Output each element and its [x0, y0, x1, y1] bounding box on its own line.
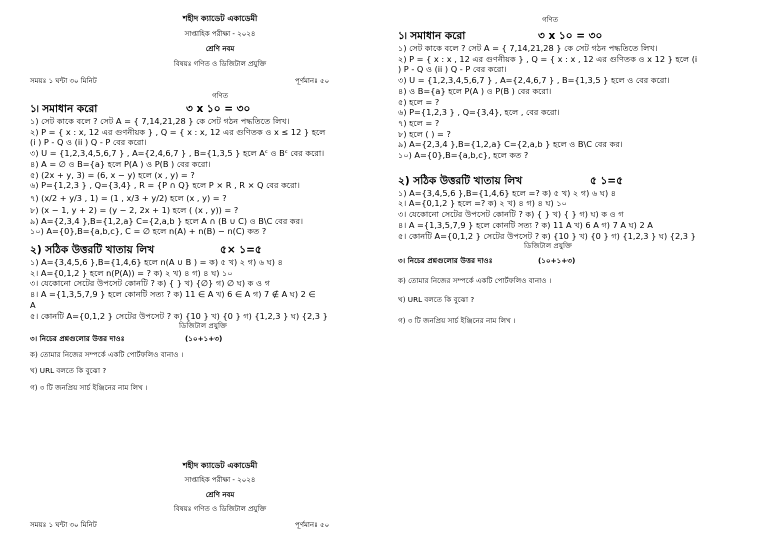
section2-title: ২) সঠিক উত্তরটি খাতায় লিখ [398, 174, 523, 187]
exam-name: সাপ্তাহিক পরীক্ষা - ২০২৪ [184, 30, 256, 38]
marks-label: পূর্ণমানঃ ৫০ [295, 77, 330, 85]
class-label: শ্রেণি নবম [205, 45, 235, 53]
section3-title: ৩। নিচের প্রশ্নগুলোর উত্তর দাওঃ [398, 256, 493, 266]
list-item: ক) তোমার নিজের সম্পর্কে একটি পোর্টফলিও বানাও । [30, 350, 184, 360]
class-label: শ্রেণি নবম [205, 491, 235, 499]
time-label: সময়ঃ ১ ঘন্টা ৩০ মিনিট [30, 77, 97, 85]
school-name: শহীদ ক্যাডেট একাডেমী [182, 14, 258, 23]
list-item: ৪। A ={1,3,5,7,9 } হলে কোনটি সত্য ? ক) 11 A খ) 6 A গ) 7 A ঘ) 2 A [398, 219, 653, 230]
section1-title: ১৷ সমাধান করো [30, 103, 98, 115]
list-item: ১) A={3,4,5,6 },B={1,4,6} হলে =? ক) ৫ খ) ২ গ) ৬ ঘ) ৪ [398, 187, 617, 198]
list-item: ৪। A ={1,3,5,7,9 } হলে কোনটি সত্য ? ক) 11 ∈ A খ) 6 ∈ A গ) 7 ∉ A ঘ) 2 ∈ [30, 289, 316, 300]
list-item: ৫) (2x + y, 3) = (6, x − y) হলে (x , y) = ? [30, 169, 195, 180]
list-item: ২। A={0,1,2 } হলে =? ক) ২ খ) ৪ গ) ৪ ঘ) ১০ [398, 198, 567, 209]
list-item: ২। A={0,1,2 } হলে n(P(A)) = ? ক) ২ খ) ৪ গ) ৪ ঘ) ১০ [30, 267, 233, 278]
list-item: খ) URL বলতে কি বুঝো ? [398, 295, 475, 305]
section1-marks: ৩ x ১০ = ৩০ [186, 103, 251, 115]
marks-label: পূর্ণমানঃ ৫০ [295, 521, 330, 529]
section3-heading [30, 334, 376, 343]
digital-label: ডিজিটাল প্রযুক্তি [178, 321, 228, 331]
list-item: গ) ৩ টি জনপ্রিয় সার্চ ইঞ্জিনের নাম লিখ । [398, 316, 516, 326]
section2-heading [30, 244, 376, 257]
school-name: শহীদ ক্যাডেট একাডেমী [182, 461, 258, 470]
section1-heading [398, 30, 760, 43]
right-column [398, 30, 760, 325]
list-item: ৪) A = ∅ ও B={a} হলে P(A ) ও P(B ) বের করো। [30, 158, 211, 169]
list-item: ১০) A={0},B={a,b,c}, C = ∅ হলে n(A) + n(B) − n(C) কত ? [30, 226, 267, 237]
list-item: ৯) A={2,3,4 },B={1,2,a} C={2,a,b } হলে A ∩ (B ∪ C) ও B\C বের কর। [30, 215, 304, 226]
subject-label: বিষয়ঃ গণিত ও ডিজিটাল প্রযুক্তি [173, 60, 267, 68]
list-item: ৮) হলে ( ) = ? [398, 128, 451, 139]
list-item: গ) ৩ টি জনপ্রিয় সার্চ ইঞ্জিনের নাম লিখ । [30, 383, 148, 393]
section2-heading [398, 175, 760, 188]
list-item: ক) তোমার নিজের সম্পর্কে একটি পোর্টফলিও বানাও । [398, 276, 552, 286]
section2-marks: ৫ ১=৫ [590, 174, 623, 187]
list-item: ৫। কোনটি A={0,1,2 } সেটের উপসেট ? ক) {10 } খ) {0 } গ) {1,2,3 } ঘ) {2,3 } [398, 230, 696, 241]
ganit-label: গণিত [541, 16, 559, 24]
ganit-label: গণিত [211, 92, 229, 100]
list-item: ৪) ও B={a} হলে P(A ) ও P(B ) বের করো। [398, 85, 552, 96]
list-item: ২) P = { x : x, 12 এর গুণনীয়ক } , Q = { x : x, 12 এর গুণিতক ও x ≤ 12 } হলে [30, 126, 326, 137]
digital-label: ডিজিটাল প্রযুক্তি [523, 241, 573, 251]
list-item: (i ) P - Q ও (ii ) Q - P বের করো। [30, 137, 147, 148]
list-item: ৭) হলে = ? [398, 117, 440, 128]
time-label: সময়ঃ ১ ঘন্টা ৩০ মিনিট [30, 521, 97, 529]
list-item: ৫। কোনটি A={0,1,2 } সেটের উপসেট ? ক) {10 } খ) {0 } গ) {1,2,3 } ঘ) {2,3 } [30, 310, 328, 321]
list-item: ৯) A={2,3,4 },B={1,2,a} C={2,a,b } হলে ও B\C বের কর। [398, 139, 623, 150]
left-column [30, 103, 376, 392]
list-item: খ) URL বলতে কি বুঝো ? [30, 366, 107, 376]
list-item: ৭) (x/2 + y/3 , 1) = (1 , x/3 + y/2) হলে (x , y) = ? [30, 192, 227, 203]
subject-label: বিষয়ঃ গণিত ও ডিজিটাল প্রযুক্তি [173, 505, 267, 513]
section3-marks: (১০+১+৩) [538, 256, 576, 266]
list-item: ) P - Q ও (ii ) Q - P বের করো। [398, 64, 507, 75]
section1-heading [30, 103, 376, 116]
section1-title: ১৷ সমাধান করো [398, 30, 466, 42]
list-item: ৬) P={1,2,3 } , Q={3,4} , R = {P ∩ Q} হলে P × R , R × Q বের করো। [30, 180, 300, 191]
list-item: ২) P = { x : x , 12 এর গুণনীয়ক } , Q = { x : x , 12 এর গুণিতক ও x 12 } হলে (i [398, 53, 698, 64]
section3-title: ৩। নিচের প্রশ্নগুলোর উত্তর দাওঃ [30, 334, 125, 344]
list-item: ১০) A={0},B={a,b,c}, হলে কত ? [398, 150, 529, 161]
section3-heading [398, 256, 760, 265]
list-item: ১) A={3,4,5,6 },B={1,4,6} হলে n(A ∪ B ) = ক) ৫ খ) ২ গ) ৬ ঘ) ৪ [30, 257, 283, 268]
list-item: A [30, 299, 36, 310]
list-item: ৮) (x − 1, y + 2) = (y − 2, 2x + 1) হলে ( (x , y)) = ? [30, 204, 239, 215]
list-item: ১) সেট কাকে বলে ? সেট A = { 7,14,21,28 } কে সেট গঠন পদ্ধতিতে লিখ। [398, 43, 658, 53]
list-item: ৩) U = {1,2,3,4,5,6,7 } , A={2,4,6,7 } , B={1,3,5 } হলে Aᶜ ও Bᶜ বের করো। [30, 148, 325, 159]
list-item: ১) সেট কাকে বলে ? সেট A = { 7,14,21,28 } কে সেট গঠন পদ্ধতিতে লিখ। [30, 116, 290, 126]
exam-name: সাপ্তাহিক পরীক্ষা - ২০২৪ [184, 476, 256, 484]
section1-marks: ৩ x ১০ = ৩০ [538, 30, 603, 42]
list-item: ৫) হলে = ? [398, 96, 440, 107]
list-item: ৩। যেকোনো সেটের উপসেট কোনটি ? ক) { } খ) {∅} গ) ∅ ঘ) ক ও গ [30, 278, 270, 289]
section3-marks: (১০+১+৩) [185, 334, 223, 344]
section2-title: ২) সঠিক উত্তরটি খাতায় লিখ [30, 244, 155, 257]
section2-marks: ৫× ১=৫ [220, 244, 262, 257]
list-item: ৩। যেকোনো সেটের উপসেট কোনটি ? ক) { } খ) { } গ) ঘ) ক ও গ [398, 209, 624, 220]
list-item: ৬) P={1,2,3 } , Q={3,4}, হলে , বের করো। [398, 107, 560, 118]
list-item: ৩) U = {1,2,3,4,5,6,7 } , A={2,4,6,7 } , B={1,3,5 } হলে ও বের করো। [398, 75, 670, 86]
